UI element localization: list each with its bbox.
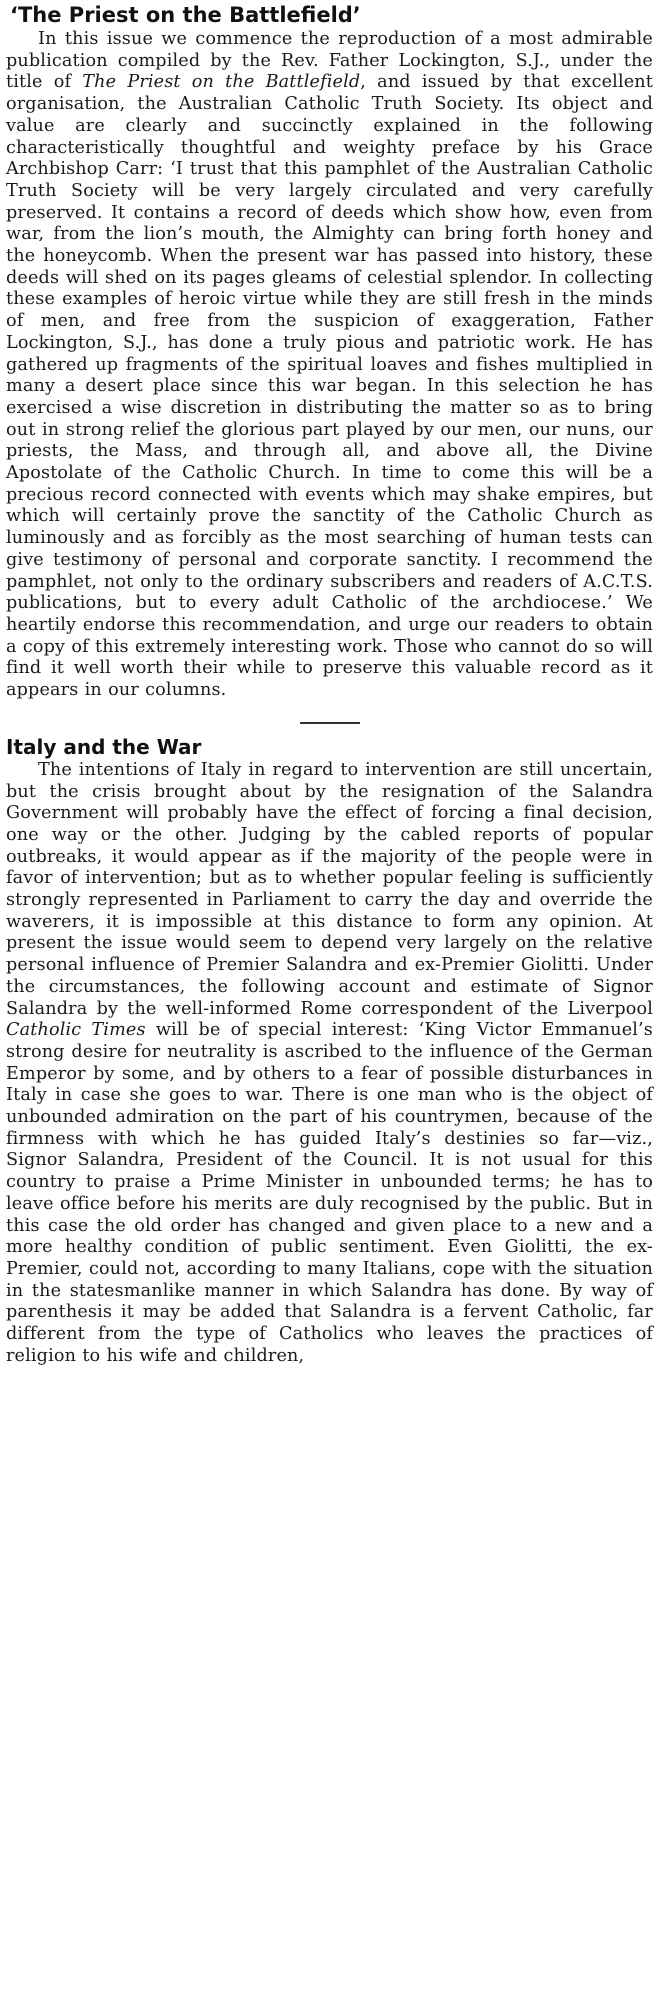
- article-heading: ‘The Priest on the Battlefield’: [10, 3, 361, 27]
- publication-title-italic: The Priest on the Battlefield: [82, 72, 361, 93]
- article-heading: Italy and the War: [6, 734, 202, 759]
- article-body: [6, 760, 653, 1368]
- article-priest-on-battlefield: [6, 1, 653, 702]
- section-divider: [300, 722, 360, 724]
- newspaper-title-italic: Catholic Times: [6, 1020, 146, 1041]
- body-text-segment: In this issue we commence the reproduction of a most admirable publication compiled by the Rev. Father Lockington, S.J., under the title of: [6, 29, 653, 93]
- article-italy-and-the-war: [6, 734, 653, 1368]
- body-text-segment: , and issued by that excellent organisation, the Australian Catholic Truth Society. Its object and value are clearly and succinctly explained in the following characteristically thoughtful and weighty preface by his Grace Archbishop Carr: ‘I trust that this pamphlet of the Australian Catholic Truth Society will be very largely circulated and very carefully preserved. It contains a record of deeds which show how, even from war, from the lion’s mouth, the Almighty can bring forth honey and the honeycomb. When the present war has passed into history, these deeds will shed on its pages gleams of celestial splendor. In collecting these examples of heroic virtue while they are still fresh in the minds of men, and free from the suspicion of exaggeration, Father Lockington, S.J., has done a truly pious and patriotic work. He has gathered up fragments of the spiritual loaves and fishes multiplied in many a desert place since this war began. In this selection he has exercised a wise discretion in distributing the matter so as to bring out in strong relief the glorious part played by our men, our nuns, our priests, the Mass, and through all, and above all, the Divine Apostolate of the Catholic Church. In time to come this will be a precious record connected with events which may shake empires, but which will certainly prove the sanctity of the Catholic Church as luminously and as forcibly as the most searching of human tests can give testimony of personal and corporate sanctity. I recommend the pamphlet, not only to the ordinary subscribers and readers of A.C.T.S. publications, but to every adult Catholic of the archdiocese.’ We heartily endorse this recommendation, and urge our readers to obtain a copy of this extremely interesting work. Those who cannot do so will find it well worth their while to preserve this valuable record as it appears in our columns.: [6, 72, 653, 701]
- body-text-segment: will be of special interest: ‘King Victor Emmanuel’s strong desire for neutrality is ascribed to the influence of the German Emperor by some, and by others to a fear of possible disturbances in Italy in case she goes to war. There is one man who is the object of unbounded admiration on the part of his countrymen, because of the firmness with which he has guided Italy’s destinies so far—viz., Signor Salandra, President of the Council. It is not usual for this country to praise a Prime Minister in unbounded terms; he has to leave office before his merits are duly recognised by the public. But in this case the old order has changed and given place to a new and a more healthy condition of public sentiment. Even Giolitti, the ex-Premier, could not, according to many Italians, cope with the situation in the statesmanlike manner in which Salandra has done. By way of parenthesis it may be added that Salandra is a fervent Catholic, far different from the type of Catholics who leaves the practices of religion to his wife and children,: [6, 1020, 653, 1366]
- article-body: [6, 29, 653, 702]
- body-text-segment: The intentions of Italy in regard to intervention are still uncertain, but the crisis brought about by the resignation of the Salandra Government will probably have the effect of forcing a final decision, one way or the other. Judging by the cabled reports of popular outbreaks, it would appear as if the majority of the people were in favor of intervention; but as to whether popular feeling is sufficiently strongly represented in Parliament to carry the day and override the waverers, it is impossible at this distance to form any opinion. At present the issue would seem to depend very largely on the relative personal influence of Premier Salandra and ex-Premier Giolitti. Under the circumstances, the following account and estimate of Signor Salandra by the well-informed Rome correspondent of the Liverpool: [6, 759, 653, 1019]
